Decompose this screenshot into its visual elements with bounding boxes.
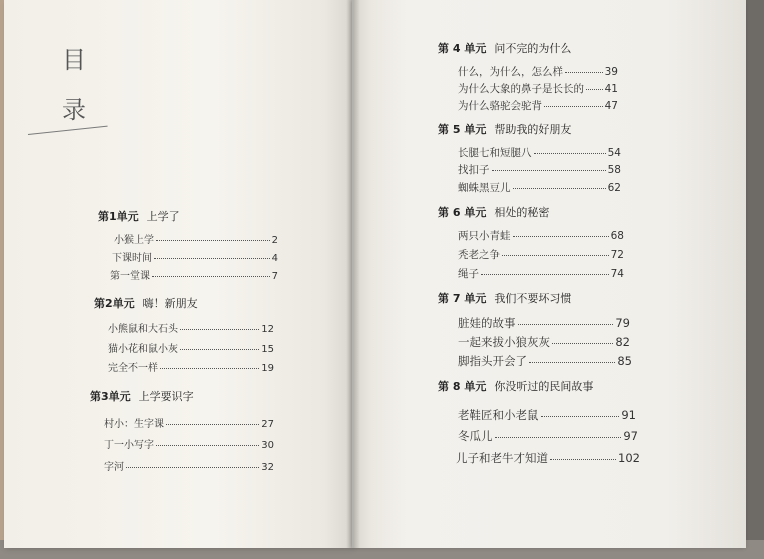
- entry-title: 完全不一样: [108, 363, 158, 374]
- entry-page: 68: [610, 230, 624, 242]
- toc-entry: [458, 64, 618, 79]
- entry-title: 村小：生字课: [104, 419, 164, 430]
- unit-number: 第 6 单元: [438, 206, 487, 219]
- unit-title: 你没听过的民间故事: [494, 380, 594, 393]
- entry-page: 102: [618, 451, 640, 465]
- entry-page: 41: [604, 83, 618, 95]
- entry-page: 74: [610, 268, 624, 280]
- entry-page: 12: [261, 324, 274, 335]
- entry-page: 15: [261, 344, 274, 355]
- leader-dots: [160, 368, 259, 369]
- leader-dots: [126, 467, 259, 468]
- toc-entry: [458, 162, 621, 177]
- toc-title-char-2: 录: [62, 96, 86, 124]
- toc-entry: [458, 228, 624, 243]
- toc-entry: [458, 247, 624, 262]
- entry-page: 39: [604, 66, 618, 78]
- entry-page: 27: [261, 419, 274, 430]
- unit-number: 第 8 单元: [438, 380, 487, 393]
- unit-title: 我们不要坏习惯: [494, 292, 572, 305]
- entry-page: 91: [621, 408, 636, 422]
- leader-dots: [544, 106, 603, 107]
- book-gutter: [346, 0, 360, 548]
- entry-page: 82: [615, 335, 630, 349]
- unit-heading: [90, 388, 194, 404]
- unit-heading: [94, 295, 198, 311]
- leader-dots: [552, 343, 613, 344]
- entry-page: 47: [604, 100, 618, 112]
- leader-dots: [586, 89, 603, 90]
- entry-title: 冬瓜儿: [458, 429, 493, 443]
- unit-heading: [438, 121, 571, 137]
- leader-dots: [152, 276, 270, 277]
- toc-entry: [458, 407, 636, 423]
- entry-title: 绳子: [458, 268, 479, 280]
- entry-title: 脚指头开会了: [458, 354, 527, 368]
- entry-title: 两只小青蛙: [458, 230, 511, 242]
- unit-number: 第 4 单元: [438, 42, 487, 55]
- toc-entry: [458, 334, 630, 350]
- toc-entry: [108, 320, 274, 335]
- toc-entry: [110, 267, 278, 282]
- entry-page: 79: [615, 316, 630, 330]
- leader-dots: [180, 349, 259, 350]
- entry-page: 54: [607, 147, 621, 159]
- leader-dots: [492, 170, 606, 171]
- unit-heading: [438, 204, 549, 220]
- toc-entry: [456, 450, 640, 466]
- entry-title: 长腿七和短腿八: [458, 147, 532, 159]
- entry-title: 为什么大象的鼻子是长长的: [458, 83, 584, 95]
- unit-title: 上学了: [146, 210, 180, 223]
- unit-heading: [98, 208, 180, 224]
- leader-dots: [513, 236, 609, 237]
- entry-page: 32: [261, 462, 274, 473]
- entry-page: 85: [617, 354, 632, 368]
- toc-entry: [112, 249, 278, 264]
- entry-title: 猫小花和鼠小灰: [108, 344, 178, 355]
- unit-number: 第 7 单元: [438, 292, 487, 305]
- leader-dots: [180, 329, 259, 330]
- toc-entry: [104, 415, 274, 430]
- leader-dots: [156, 445, 259, 446]
- entry-title: 脏娃的故事: [458, 316, 516, 330]
- entry-title: 儿子和老牛才知道: [456, 451, 548, 465]
- entry-title: 小猴上学: [114, 235, 154, 246]
- leader-dots: [481, 274, 609, 275]
- unit-heading: [438, 378, 593, 394]
- unit-title: 问不完的为什么: [494, 42, 572, 55]
- unit-heading: [438, 290, 571, 306]
- toc-entry: [458, 315, 630, 331]
- entry-title: 丁一小写字: [104, 440, 154, 451]
- entry-page: 97: [623, 429, 638, 443]
- toc-entry: [458, 145, 621, 160]
- leader-dots: [550, 459, 616, 460]
- leader-dots: [154, 258, 270, 259]
- entry-page: 30: [261, 440, 274, 451]
- leader-dots: [166, 424, 259, 425]
- leader-dots: [518, 324, 614, 325]
- entry-title: 小熊鼠和大石头: [108, 324, 178, 335]
- toc-entry: [104, 436, 274, 451]
- toc-entry: [104, 458, 274, 473]
- entry-title: 第一堂课: [110, 271, 150, 282]
- unit-title: 相处的秘密: [494, 206, 550, 219]
- entry-title: 为什么骆驼会驼背: [458, 100, 542, 112]
- entry-title: 下课时间: [112, 253, 152, 264]
- entry-title: 找扣子: [458, 164, 490, 176]
- entry-title: 老鞋匠和小老鼠: [458, 408, 539, 422]
- toc-entry: [458, 180, 621, 195]
- toc-title-char-1: 目: [62, 46, 86, 74]
- entry-page: 4: [271, 253, 278, 264]
- unit-number: 第2单元: [94, 297, 135, 310]
- entry-title: 什么，为什么，怎么样: [458, 66, 563, 78]
- leader-dots: [156, 240, 270, 241]
- toc-entry: [458, 81, 618, 96]
- leader-dots: [565, 72, 603, 73]
- entry-page: 19: [261, 363, 274, 374]
- unit-heading: [438, 40, 571, 56]
- leader-dots: [529, 362, 615, 363]
- toc-entry: [108, 340, 274, 355]
- unit-title: 嗨！新朋友: [142, 297, 198, 310]
- toc-entry: [108, 359, 274, 374]
- unit-number: 第1单元: [98, 210, 139, 223]
- entry-page: 7: [271, 271, 278, 282]
- leader-dots: [495, 437, 622, 438]
- unit-number: 第 5 单元: [438, 123, 487, 136]
- leader-dots: [541, 416, 620, 417]
- entry-title: 秃老之争: [458, 249, 500, 261]
- entry-title: 蜘蛛黑豆儿: [458, 182, 511, 194]
- toc-entry: [458, 266, 624, 281]
- entry-page: 2: [271, 235, 278, 246]
- entry-page: 58: [607, 164, 621, 176]
- leader-dots: [513, 188, 606, 189]
- entry-page: 72: [610, 249, 624, 261]
- toc-entry: [458, 353, 632, 369]
- toc-entry: [114, 231, 278, 246]
- entry-title: 字河: [104, 462, 124, 473]
- toc-entry: [458, 98, 618, 113]
- unit-title: 帮助我的好朋友: [494, 123, 572, 136]
- leader-dots: [502, 255, 609, 256]
- unit-title: 上学要识字: [138, 390, 194, 403]
- entry-page: 62: [607, 182, 621, 194]
- toc-entry: [458, 428, 638, 444]
- entry-title: 一起来拔小狼灰灰: [458, 335, 550, 349]
- leader-dots: [534, 153, 606, 154]
- unit-number: 第3单元: [90, 390, 131, 403]
